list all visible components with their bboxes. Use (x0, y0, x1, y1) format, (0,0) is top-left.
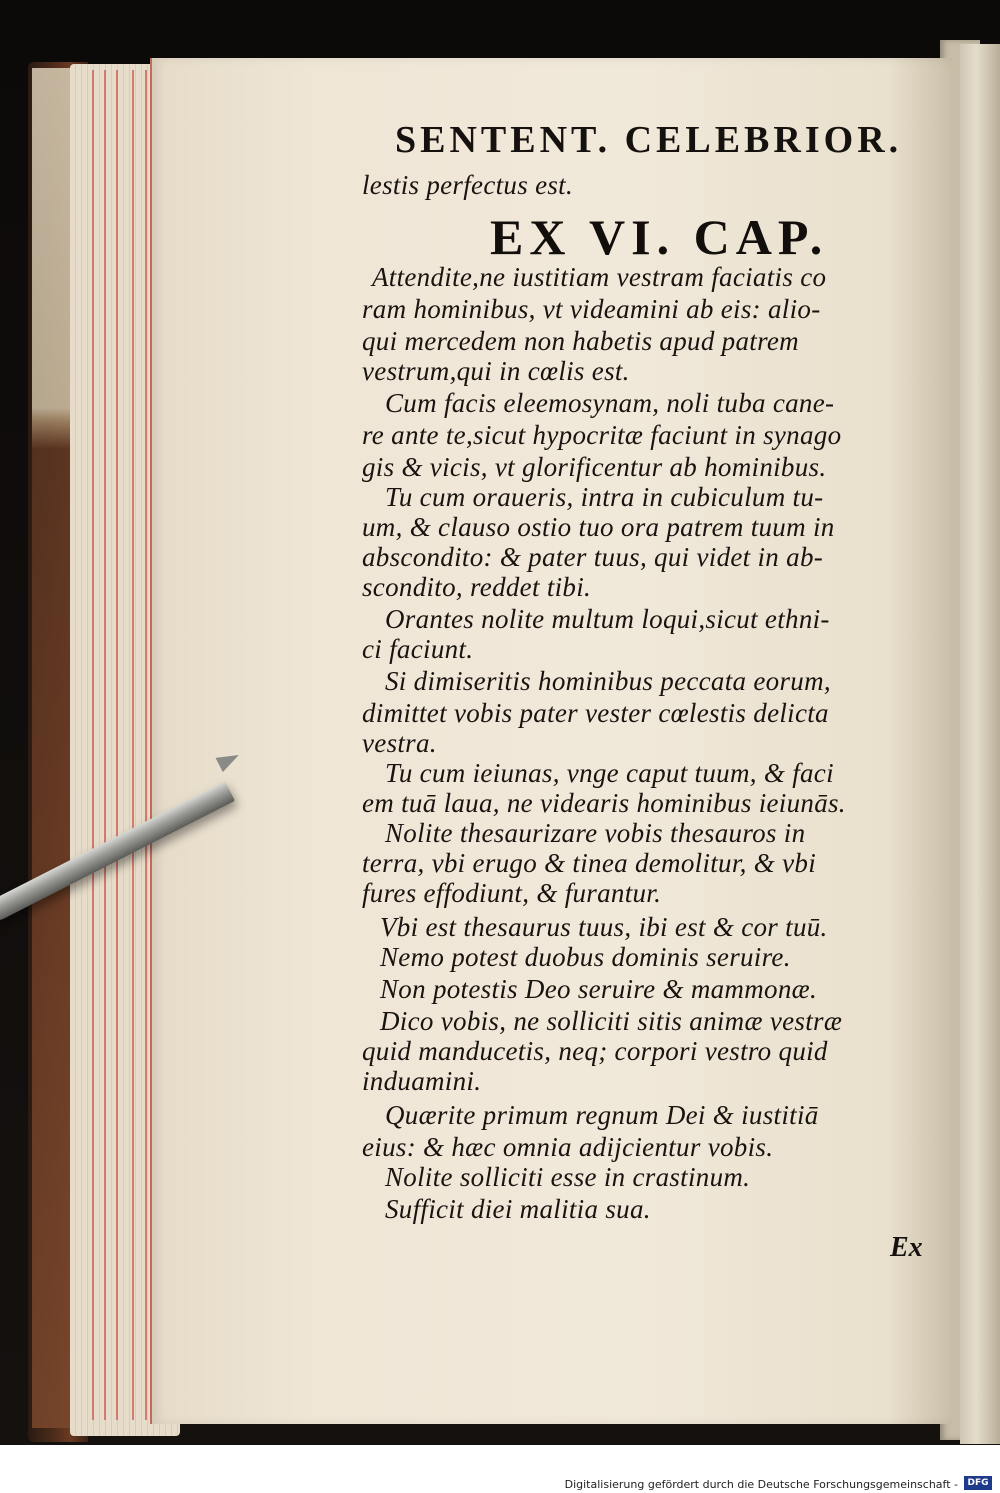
text-line: terra, vbi erugo & tinea demolitur, & vbi (362, 848, 817, 878)
text-line: Quærite primum regnum Dei & iustitiā (385, 1100, 819, 1130)
text-line: Nemo potest duobus dominis seruire. (380, 942, 791, 972)
text-line: gis & vicis, vt glorificentur ab hominibus. (362, 452, 827, 482)
text-line: em tuā laua, ne videaris hominibus ieiunās. (362, 788, 846, 818)
text-line: ci faciunt. (362, 634, 474, 664)
text-line: Orantes nolite multum loqui,sicut ethni- (385, 604, 830, 634)
text-line: vestra. (362, 728, 437, 758)
catchword: Ex (890, 1232, 923, 1263)
text-line: scondito, reddet tibi. (362, 572, 592, 602)
chapter-heading: EX VI. CAP. (490, 209, 829, 265)
text-line: fures effodiunt, & furantur. (362, 878, 662, 908)
dfg-logo: DFG (964, 1476, 992, 1490)
text-line: vestrum,qui in cœlis est. (362, 356, 630, 386)
red-edge-line (132, 70, 134, 1420)
text-line: dimittet vobis pater vester cœlestis delicta (362, 698, 829, 728)
text-line: quid manducetis, neq; corpori vestro quid (362, 1036, 828, 1066)
text-line: Non potestis Deo seruire & mammonæ. (380, 974, 817, 1004)
text-line: qui mercedem non habetis apud patrem (362, 326, 799, 356)
right-book-board (960, 44, 1000, 1444)
footer-bar (0, 1445, 1000, 1493)
text-line: Sufficit diei malitia sua. (385, 1194, 651, 1224)
text-line: Si dimiseritis hominibus peccata eorum, (385, 666, 831, 696)
text-line: induamini. (362, 1066, 482, 1096)
text-line: eius: & hæc omnia adijcientur vobis. (362, 1132, 774, 1162)
text-line: Nolite solliciti esse in crastinum. (385, 1162, 751, 1192)
text-line: um, & clauso ostio tuo ora patrem tuum in (362, 512, 835, 542)
text-line: Nolite thesaurizare vobis thesauros in (385, 818, 806, 848)
text-line: Tu cum oraueris, intra in cubiculum tu- (385, 482, 824, 512)
text-line: Cum facis eleemosynam, noli tuba cane- (385, 388, 835, 418)
text-line: Vbi est thesaurus tuus, ibi est & cor tuū. (380, 912, 828, 942)
text-line: abscondito: & pater tuus, qui videt in ab- (362, 542, 824, 572)
text-line: re ante te,sicut hypocritæ faciunt in synago (362, 420, 842, 450)
running-head: SENTENT. CELEBRIOR. (395, 119, 903, 161)
funding-credit: Digitalisierung gefördert durch die Deutsche Forschungsgemeinschaft - (564, 1478, 958, 1491)
red-edge-line (145, 70, 147, 1420)
text-line: ram hominibus, vt videamini ab eis: alio- (362, 294, 821, 324)
red-edge-line (116, 70, 118, 1420)
text-line: Attendite,ne iustitiam vestram faciatis co (372, 262, 827, 292)
text-line: Dico vobis, ne solliciti sitis animæ vestræ (380, 1006, 843, 1036)
red-edge-line (92, 70, 94, 1420)
text-line: lestis perfectus est. (362, 170, 574, 200)
red-edge-line (104, 70, 106, 1420)
text-line: Tu cum ieiunas, vnge caput tuum, & faci (385, 758, 834, 788)
